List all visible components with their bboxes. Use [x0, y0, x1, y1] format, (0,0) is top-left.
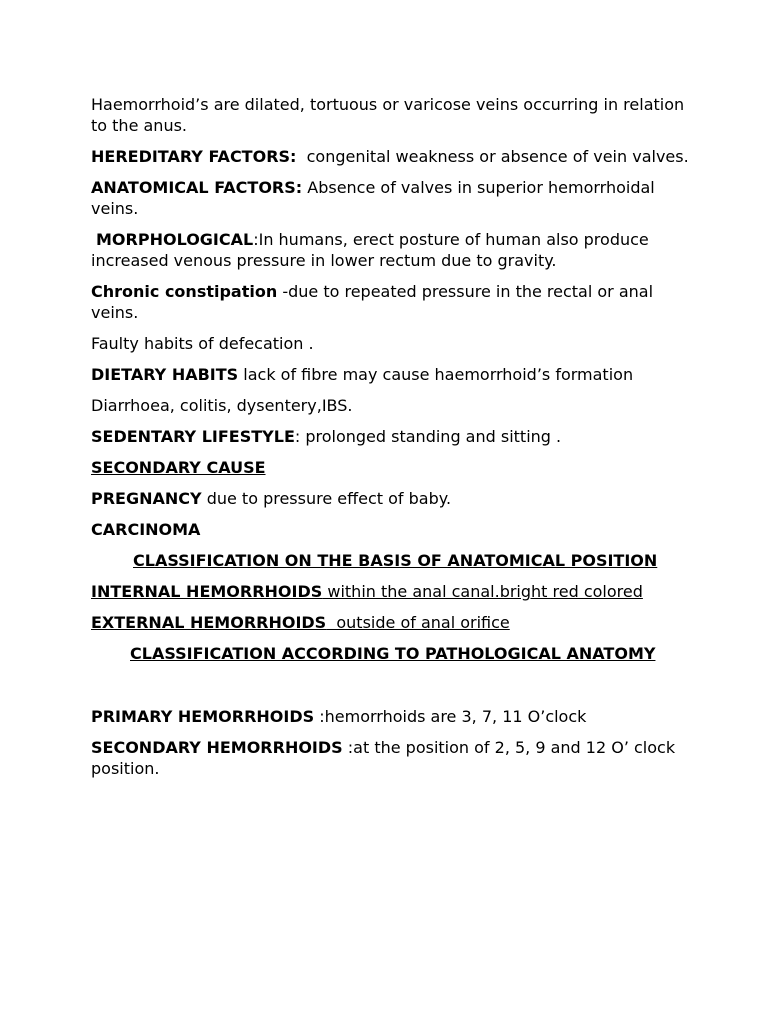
external-hemorrhoids-heading: EXTERNAL HEMORRHOIDS: [91, 613, 327, 632]
dietary-habits-heading: DIETARY HABITS: [91, 365, 239, 384]
intro-text: Haemorrhoid’s are dilated, tortuous or varicose veins occurring in relation to the anus.: [91, 95, 685, 135]
hereditary-factors-heading: HEREDITARY FACTORS:: [91, 147, 297, 166]
secondary-cause-heading: SECONDARY CAUSE: [91, 458, 266, 477]
diarrhoea-paragraph: [91, 395, 691, 416]
morphological-text: :In humans, erect posture of human also produce increased venous pressure in lower rectum due to gravity.: [91, 230, 649, 270]
anatomical-factors-heading: ANATOMICAL FACTORS:: [91, 178, 303, 197]
dietary-habits-paragraph: [91, 364, 691, 385]
dietary-habits-text: lack of fibre may cause haemorrhoid’s formation: [238, 365, 634, 384]
primary-hemorrhoids-text: :hemorrhoids are 3, 7, 11 O’clock: [314, 707, 587, 726]
pregnancy-paragraph: [91, 488, 691, 509]
internal-hemorrhoids-heading: INTERNAL HEMORRHOIDS: [91, 582, 323, 601]
external-hemorrhoids-text: outside of anal orifice: [326, 613, 510, 632]
secondary-hemorrhoids-heading: SECONDARY HEMORRHOIDS: [91, 738, 343, 757]
secondary-hemorrhoids-text: :at the position of 2, 5, 9 and 12 O’ clock position.: [91, 738, 676, 778]
carcinoma-paragraph: [91, 519, 691, 540]
sedentary-lifestyle-heading: SEDENTARY LIFESTYLE: [91, 427, 295, 446]
hereditary-factors-text: congenital weakness or absence of vein valves.: [296, 147, 689, 166]
chronic-constipation-text: -due to repeated pressure in the rectal or anal veins.: [91, 282, 654, 322]
chronic-constipation-heading: Chronic constipation: [91, 282, 278, 301]
primary-hemorrhoids-heading: PRIMARY HEMORRHOIDS: [91, 707, 315, 726]
classification-pathological-heading: CLASSIFICATION ACCORDING TO PATHOLOGICAL ANATOMY: [130, 644, 656, 663]
faulty-habits-paragraph: [91, 333, 691, 354]
faulty-habits-text: Faulty habits of defecation .: [91, 334, 314, 353]
internal-hemorrhoids-text: within the anal canal.bright red colored: [322, 582, 643, 601]
document-page: [91, 94, 691, 789]
diarrhoea-text: Diarrhoea, colitis, dysentery,IBS.: [91, 396, 353, 415]
secondary-hemorrhoids-paragraph: [91, 737, 691, 779]
sedentary-lifestyle-text: : prolonged standing and sitting .: [294, 427, 562, 446]
primary-hemorrhoids-paragraph: [91, 706, 691, 727]
intro-paragraph: [91, 94, 691, 136]
chronic-constipation-paragraph: [91, 281, 691, 323]
classification-anatomical-paragraph: [91, 550, 691, 571]
external-hemorrhoids-paragraph: [91, 612, 691, 633]
classification-pathological-paragraph: [91, 643, 691, 664]
internal-hemorrhoids-paragraph: [91, 581, 691, 602]
anatomical-factors-paragraph: [91, 177, 691, 219]
morphological-heading: MORPHOLOGICAL: [96, 230, 254, 249]
pregnancy-text: due to pressure effect of baby.: [201, 489, 452, 508]
classification-anatomical-heading: CLASSIFICATION ON THE BASIS OF ANATOMICAL POSITION: [133, 551, 658, 570]
secondary-cause-paragraph: [91, 457, 691, 478]
morphological-paragraph: [91, 229, 691, 271]
sedentary-lifestyle-paragraph: [91, 426, 691, 447]
anatomical-factors-text: Absence of valves in superior hemorrhoidal veins.: [91, 178, 660, 218]
blank-line: [91, 674, 691, 706]
pregnancy-heading: PREGNANCY: [91, 489, 202, 508]
hereditary-factors-paragraph: [91, 146, 691, 167]
carcinoma-heading: CARCINOMA: [91, 520, 201, 539]
